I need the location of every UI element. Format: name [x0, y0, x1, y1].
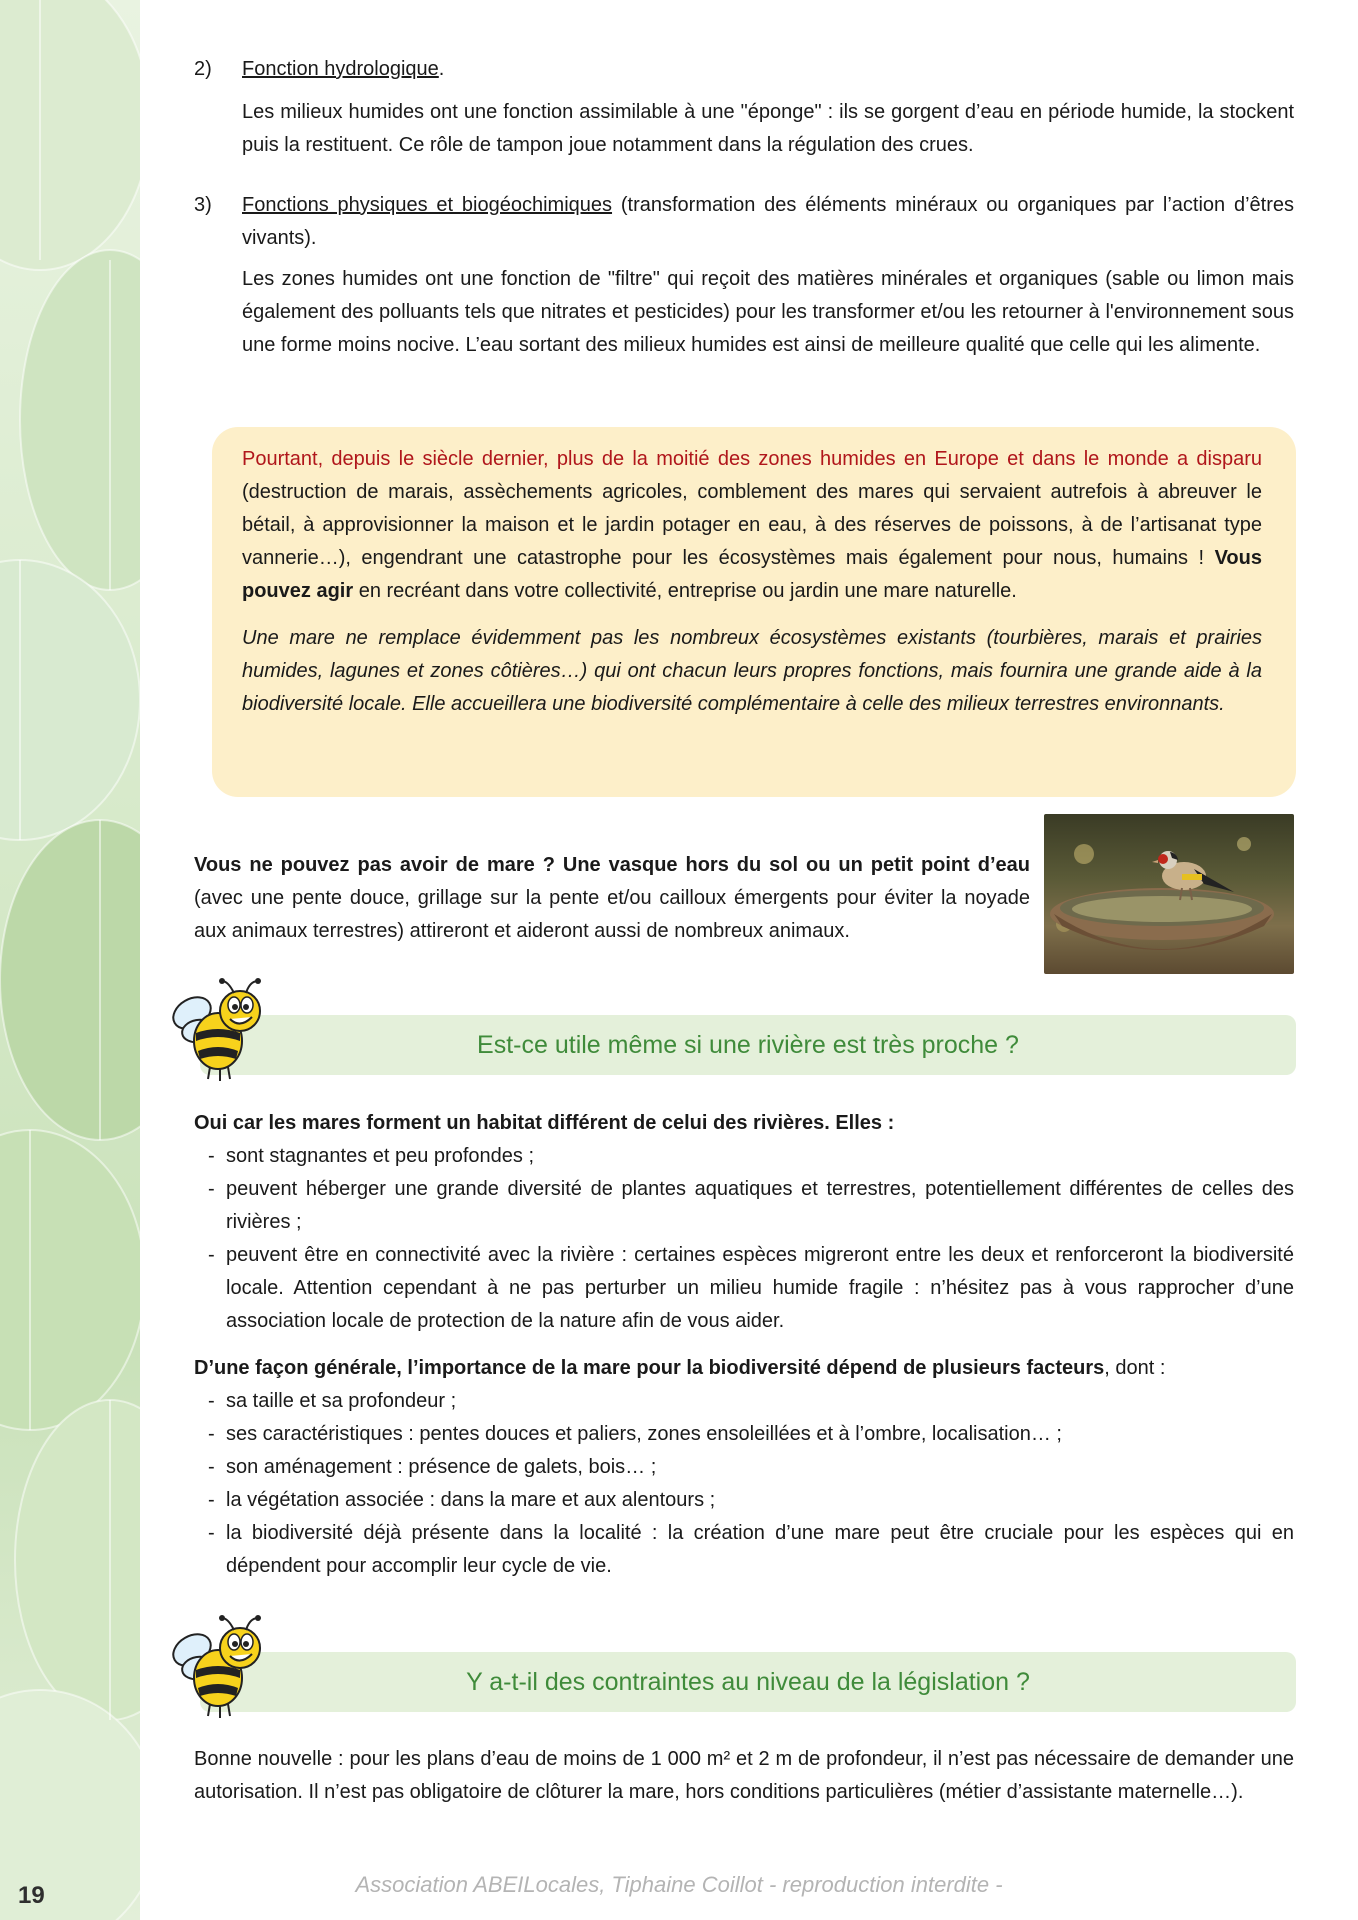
- section-hydrologique: [194, 53, 1294, 162]
- footer-copyright: Association ABEILocales, Tiphaine Coillot - reproduction interdite -: [355, 1872, 1003, 1897]
- list-item: - peuvent héberger une grande diversité de plantes aquatiques et terrestres, potentiellement différentes de celles des rivières ;: [194, 1173, 1294, 1239]
- bee-mascot-icon: [170, 975, 270, 1081]
- question-utility-banner: [200, 1015, 1296, 1075]
- highlight-paragraph: [242, 443, 1262, 608]
- list-item: - sont stagnantes et peu profondes ;: [194, 1140, 1294, 1173]
- highlight-text-1: (destruction de marais, assèchements agricoles, comblement des mares qui servaient autrefois à abreuver le bétail, à approvisionner la maison et le jardin potager en eau, à des réserves de poissons, à de l’artisanat type vannerie…), engendrant une catastrophe pour les écosystèmes mais également pour nous, humains !: [242, 481, 1262, 569]
- question-title: Est-ce utile même si une rivière est très proche ?: [477, 1030, 1019, 1059]
- question-title: Y a-t-il des contraintes au niveau de la législation ?: [466, 1667, 1030, 1696]
- decorative-leaf-sidebar: [0, 0, 140, 1920]
- section-title: Fonctions physiques et biogéochimiques: [242, 194, 613, 216]
- list-item: - la végétation associée : dans la mare et aux alentours ;: [194, 1484, 1294, 1517]
- factors-lead: D’une façon générale, l’importance de la mare pour la biodiversité dépend de plusieurs facteurs: [194, 1357, 1105, 1379]
- section-number: 2): [194, 58, 212, 80]
- highlight-text-2: en recréant dans votre collectivité, entreprise ou jardin une mare naturelle.: [353, 580, 1017, 602]
- factors-lead-suffix: , dont :: [1104, 1357, 1166, 1379]
- factors-lead-paragraph: [194, 1352, 1294, 1385]
- list-item: - peuvent être en connectivité avec la rivière : certaines espèces migreront entre les deux et renforceront la biodiversité locale. Attention cependant à ne pas perturber un milieu humide fragile : n’hésitez pas à vous rapprocher d’une association locale de protection de la nature afin de vous aider.: [194, 1239, 1294, 1338]
- highlight-bold-text: Vous pouvez agir: [242, 547, 1262, 602]
- no-pond-lead: Vous ne pouvez pas avoir de mare ? Une vasque hors du sol ou un petit point d’eau: [194, 854, 1030, 876]
- list-item: - la biodiversité déjà présente dans la localité : la création d’une mare peut être cruciale pour les espèces qui en dépendent pour accomplir leur cycle de vie.: [194, 1517, 1294, 1583]
- answer-list: [194, 1140, 1294, 1338]
- title-suffix: (transformation des éléments minéraux ou organiques par l’action d’êtres vivants).: [242, 194, 1295, 249]
- answer-lead: Oui car les mares forment un habitat différent de celui des rivières. Elles :: [194, 1112, 895, 1134]
- legislation-answer: Bonne nouvelle : pour les plans d’eau de moins de 1 000 m² et 2 m de profondeur, il n’est pas nécessaire de demander une autorisation. Il n’est pas obligatoire de clôturer la mare, hors conditions particulières (métier d’assistante maternelle…).: [194, 1748, 1294, 1803]
- goldfinch-birdbath-photo: [1044, 814, 1294, 974]
- no-pond-text: (avec une pente douce, grillage sur la pente et/ou cailloux émergents pour éviter la noyade aux animaux terrestres) attireront et aideront aussi de nombreux animaux.: [194, 887, 1030, 942]
- question-utility-answer: [194, 1107, 1294, 1583]
- factors-list: [194, 1385, 1294, 1583]
- title-suffix: .: [438, 58, 445, 80]
- section-title: Fonction hydrologique: [242, 58, 439, 80]
- list-item: - ses caractéristiques : pentes douces et paliers, zones ensoleillées et à l’ombre, localisation… ;: [194, 1418, 1294, 1451]
- no-pond-paragraph: [194, 849, 1030, 948]
- section-text: Les zones humides ont une fonction de "filtre" qui reçoit des matières minérales et organiques (sable ou limon mais également des polluants tels que nitrates et pesticides) pour les transformer et/ou les retourner à l'environnement sous une forme moins nocive. L’eau sortant des milieux humides est ainsi de meilleure qualité que celle qui les alimente.: [242, 268, 1294, 356]
- bee-mascot-icon: [170, 1612, 270, 1718]
- section-number: 3): [194, 194, 212, 216]
- list-item: - sa taille et sa profondeur ;: [194, 1385, 1294, 1418]
- highlight-italic-text: Une mare ne remplace évidemment pas les nombreux écosystèmes existants (tourbières, marais et prairies humides, lagunes et zones côtières…) qui ont chacun leurs propres fonctions, mais fournira une grande aide à la biodiversité locale. Elle accueillera une biodiversité complémentaire à celle des milieux terrestres environnants.: [242, 627, 1262, 715]
- list-item: - son aménagement : présence de galets, bois… ;: [194, 1451, 1294, 1484]
- question-legislation-banner: [200, 1652, 1296, 1712]
- section-text: Les milieux humides ont une fonction assimilable à une "éponge" : ils se gorgent d’eau en période humide, la stockent puis la restituent. Ce rôle de tampon joue notamment dans la régulation des crues.: [242, 101, 1294, 156]
- page-number: 19: [18, 1882, 45, 1909]
- highlight-box: [212, 427, 1296, 797]
- section-biogeochimique: [194, 189, 1294, 362]
- highlight-red-text: Pourtant, depuis le siècle dernier, plus de la moitié des zones humides en Europe et dans le monde a disparu: [242, 448, 1262, 470]
- leaf-pattern-icon: [0, 0, 140, 1920]
